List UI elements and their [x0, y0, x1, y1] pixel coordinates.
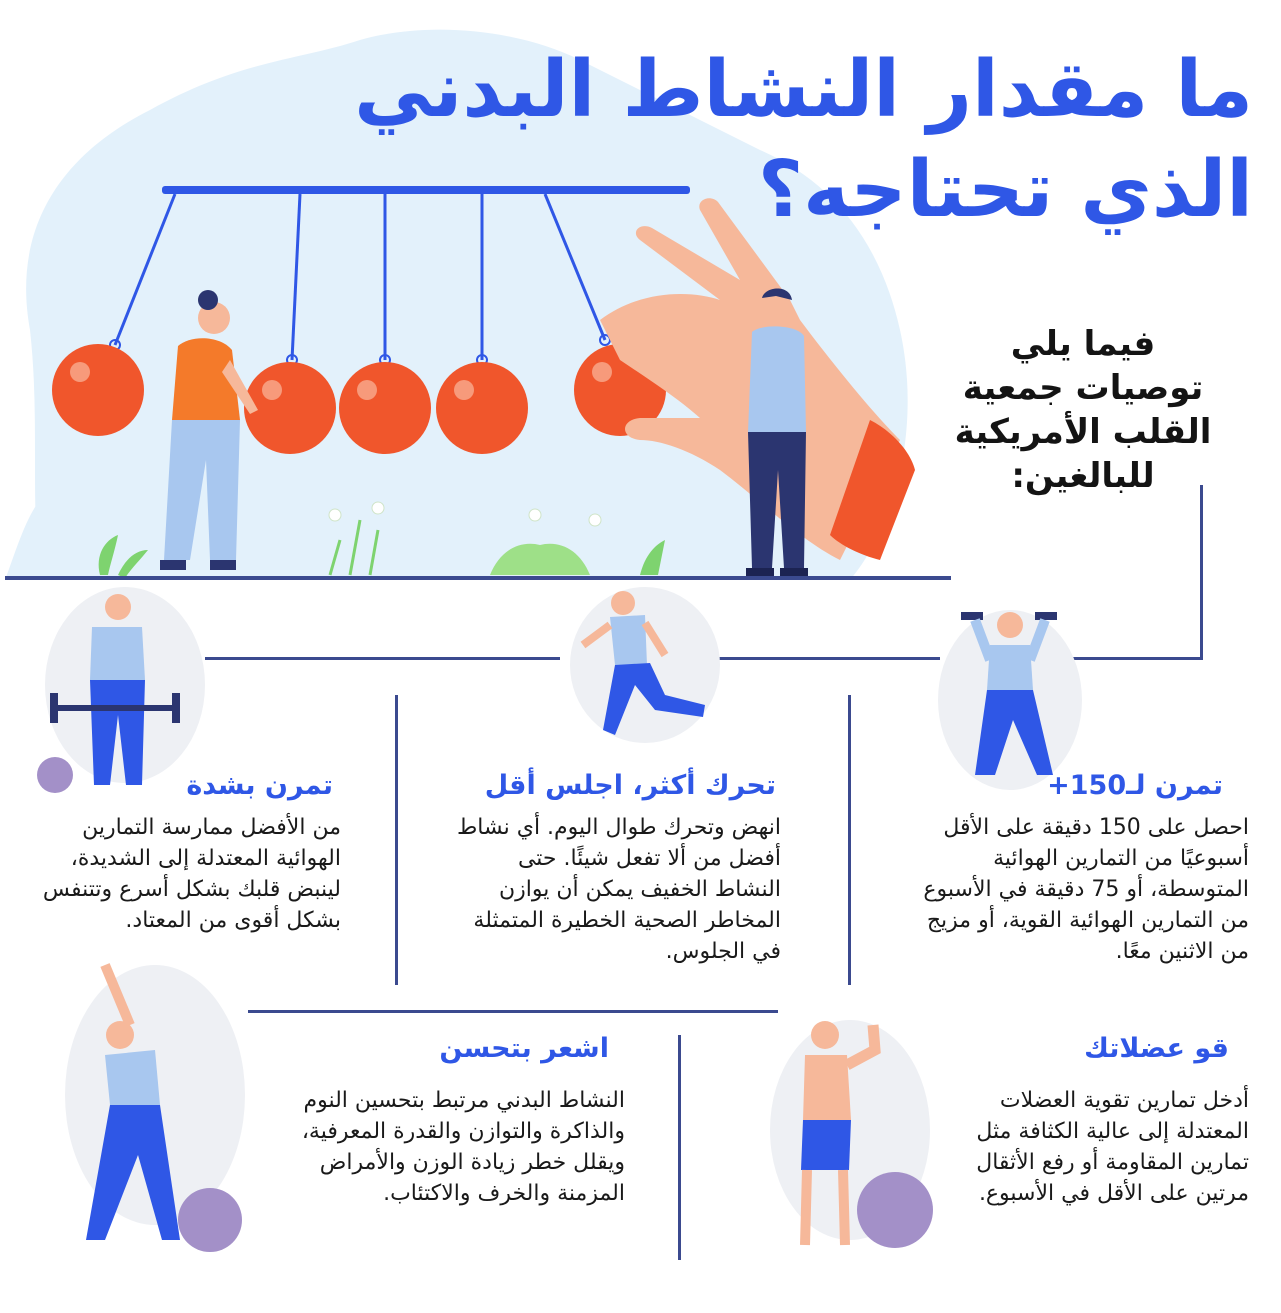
ball: [244, 362, 336, 454]
section-title-intense: تمرن بشدة: [186, 770, 333, 801]
intro-line: توصيات جمعية: [962, 368, 1204, 408]
section-title-move: تحرك أكثر، اجلس أقل: [484, 770, 776, 801]
connector-line: [1200, 485, 1203, 660]
page-title-line2: الذي تحتاجه؟: [757, 145, 1253, 235]
intro-text: [933, 322, 1233, 498]
section-body-intense: من الأفضل ممارسة التمارين الهوائية المعتدلة إلى الشديدة، لينبض قلبك بشكل أسرع وتتنفس بشكل أقوى من المعتاد.: [42, 815, 341, 933]
section-body-move: انهض وتحرك طوال اليوم. أي نشاط أفضل من ألا تفعل شيئًا. حتى النشاط الخفيف يمكن أن يوازن المخاطر الصحية الخطيرة المتمثلة في الجلوس.: [456, 815, 781, 964]
section-body-150: احصل على 150 دقيقة على الأقل أسبوعيًا من التمارين الهوائية المتوسطة، أو 75 دقيقة في الأسبوع من التمارين الهوائية القوية، أو مزيج من الاثنين معًا.: [923, 815, 1249, 964]
intro-line: فيما يلي: [1010, 324, 1156, 364]
barbell-man-icon: [30, 585, 205, 800]
divider-line: [848, 695, 851, 985]
dumbbell-woman-icon: [935, 590, 1085, 790]
running-man-icon: [565, 585, 725, 760]
connector-line: [205, 657, 560, 660]
ball: [436, 362, 528, 454]
ball: [52, 344, 144, 436]
section-body-better: النشاط البدني مرتبط بتحسين النوم والذاكرة والتوازن والقدرة المعرفية، ويقلل خطر زيادة الوزن والأمراض المزمنة والخرف والاكتئاب.: [301, 1088, 625, 1206]
divider-line: [395, 695, 398, 985]
section-title-better: اشعر بتحسن: [439, 1033, 609, 1064]
section-title-150: تمرن لـ150+: [1047, 770, 1223, 801]
divider-line: [248, 1010, 778, 1013]
intro-line: القلب الأمريكية: [954, 412, 1212, 452]
ground-line: [5, 576, 951, 580]
section-body-muscles: أدخل تمارين تقوية العضلات المعتدلة إلى عالية الكثافة مثل تمارين المقاومة أو رفع الأثقال مرتين على الأقل في الأسبوع.: [976, 1088, 1249, 1206]
ball: [339, 362, 431, 454]
flexing-man-icon: [765, 1010, 940, 1260]
divider-line: [678, 1035, 681, 1260]
page-title-line1: ما مقدار النشاط البدني: [354, 45, 1253, 135]
stretching-man-icon: [60, 955, 260, 1260]
connector-line: [695, 657, 940, 660]
intro-line: للبالغين:: [1011, 456, 1155, 496]
connector-line: [1070, 657, 1203, 660]
section-title-muscles: قو عضلاتك: [1084, 1033, 1229, 1064]
